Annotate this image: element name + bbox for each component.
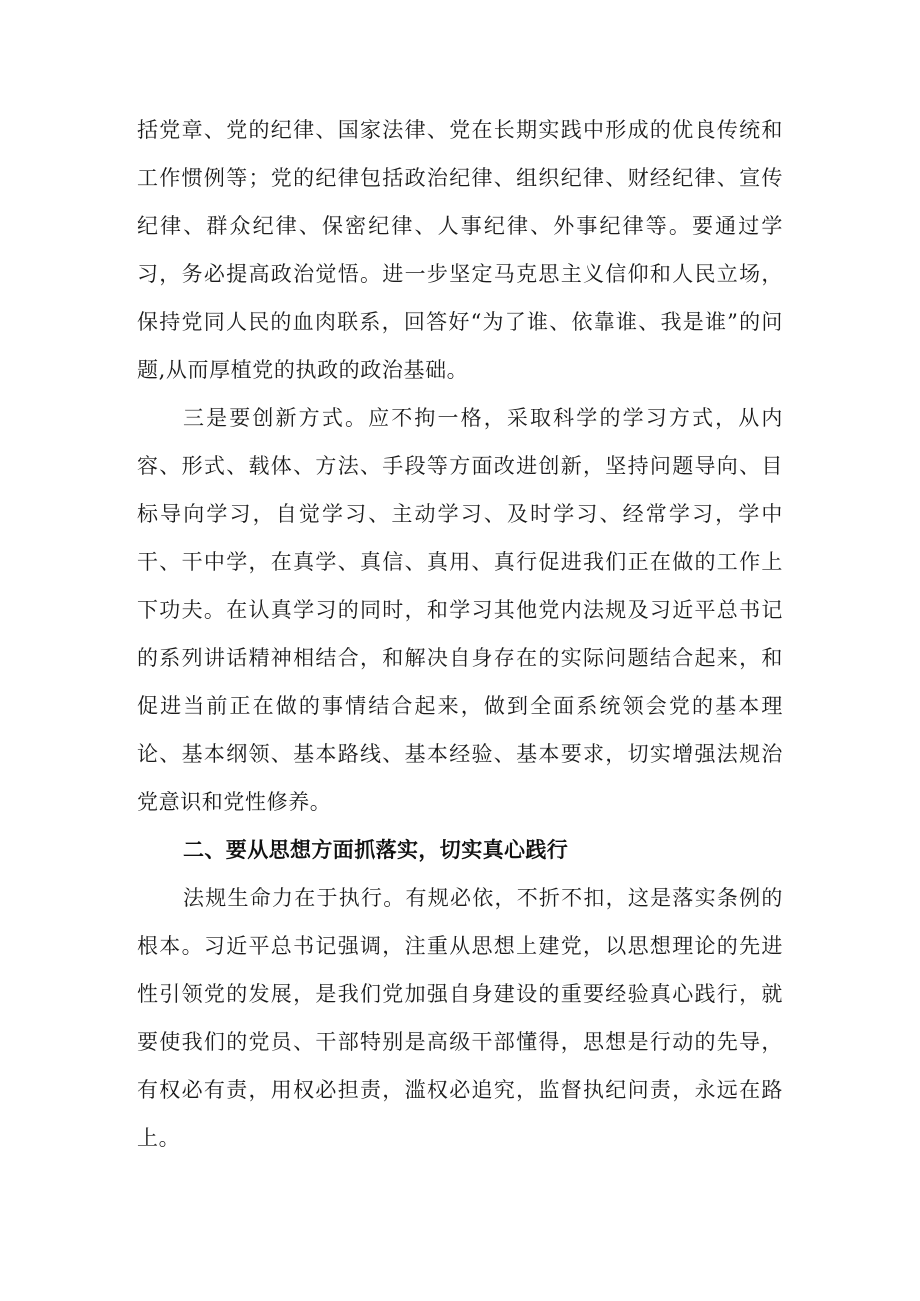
document-body: [137, 106, 783, 1162]
paragraph-innovate-methods: 三是要创新方式。应不拘一格，采取科学的学习方式，从内容、形式、载体、方法、手段等方面改进创新，坚持问题导向、目标导向学习，自觉学习、主动学习、及时学习、经常学习，学中干、干中学，在真学、真信、真用、真行促进我们正在做的工作上下功夫。在认真学习的同时，和学习其他党内法规及习近平总书记的系列讲话精神相结合，和解决自身存在的实际问题结合起来，和促进当前正在做的事情结合起来，做到全面系统领会党的基本理论、基本纲领、基本路线、基本经验、基本要求，切实增强法规治党意识和党性修养。: [137, 406, 783, 814]
section-heading-two: 二、要从思想方面抓落实，切实真心践行: [183, 838, 569, 862]
paragraph-discipline-continued: 括党章、党的纪律、国家法律、党在长期实践中形成的优良传统和工作惯例等；党的纪律包括政治纪律、组织纪律、财经纪律、宣传纪律、群众纪律、保密纪律、人事纪律、外事纪律等。要通过学习，务必提高政治觉悟。进一步坚定马克思主义信仰和人民立场，保持党同人民的血肉联系，回答好“为了谁、依靠谁、我是谁”的问题,从而厚植党的执政的政治基础。: [137, 118, 784, 382]
paragraph-execution: 法规生命力在于执行。有规必依，不折不扣，这是落实条例的根本。习近平总书记强调，注重从思想上建党，以思想理论的先进性引领党的发展，是我们党加强自身建设的重要经验真心践行，就要使我们的党员、干部特别是高级干部懂得，思想是行动的先导，有权必有责，用权必担责，滥权必追究，监督执纪问责，永远在路上。: [137, 886, 783, 1150]
